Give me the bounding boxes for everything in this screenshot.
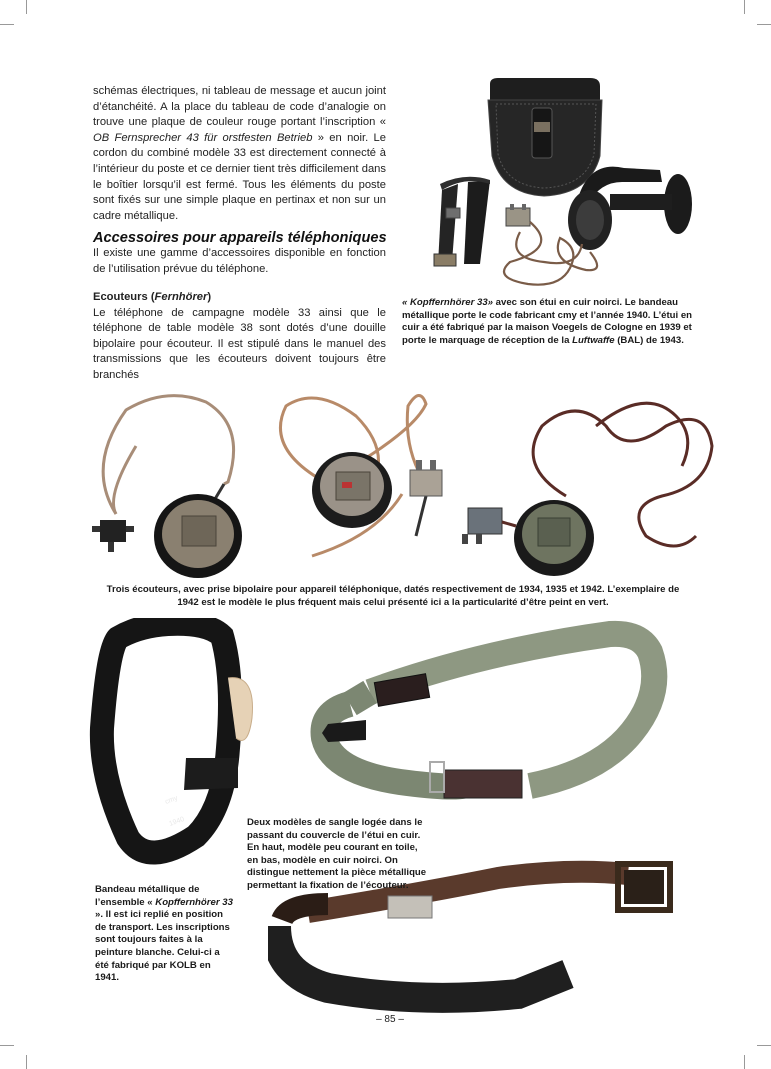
caption-earpieces-text: Trois écouteurs, avec prise bipolaire pour appareil téléphonique, datés respectivement de 1934, 1935 et 1942. L’exemplaire de 1942 est le modèle le plus fréquent mais celui présenté ici a la particularité d’être peint en vert. — [106, 584, 680, 608]
ecouteurs-heading — [93, 290, 386, 306]
caption-band — [95, 884, 235, 985]
subheading-suffix: ) — [207, 291, 212, 303]
subheading-prefix: Ecouteurs ( — [93, 291, 155, 303]
three-earpieces-photo — [86, 386, 726, 582]
ecouteurs-block — [93, 290, 386, 384]
crop-mark — [744, 0, 745, 14]
canvas-strap-photo — [280, 612, 670, 822]
caption-band-italic: Kopffernhörer 33 — [155, 896, 233, 908]
caption-straps — [247, 817, 429, 893]
caption-straps-text: Deux modèles de sangle logée dans le passant du couvercle de l’étui en cuir. En haut, modèle peu courant en toile, en bas, modèle en cuir noirci. On distingue nettement la pièce métallique permettant la fixation de l’écouteur. — [247, 817, 427, 891]
band-marking-1: cmy — [164, 794, 179, 806]
crop-mark — [0, 1045, 14, 1046]
folded-band-photo — [88, 618, 260, 868]
intro-text-2: » en noir. Le cordon du combiné modèle 33 est directement connecté à l’intérieur du poste et ce dernier tient très difficilement dans le boîtier lorsqu’il est fermé. Tous les éléments du poste sont fixés sur une simple plaque en pertinax et non sur un cadre métallique. — [93, 131, 386, 222]
ecouteurs-body: Le téléphone de campagne modèle 33 ainsi que le téléphone de table modèle 38 sont dotés d’une douille bipolaire pour écouteur. Il est stipulé dans le manuel des transmissions que les écouteurs doivent toujours être branchés — [93, 306, 386, 381]
intro-paragraph — [93, 84, 386, 224]
intro-text-1: schémas électriques, ni tableau de message et aucun joint d’étanchéité. A la place du tableau de code d’analogie on trouve une plaque de couleur rouge portant l’inscription « — [93, 85, 386, 129]
crop-mark — [757, 1045, 771, 1046]
caption-headphone-end: (BAL) de 1943. — [614, 334, 684, 346]
caption-headphone-italic-2: Luftwaffe — [572, 334, 615, 346]
caption-earpieces — [96, 584, 690, 609]
caption-headphone-text: avec son étui en cuir noirci. Le bandeau métallique porte le code fabricant cmy et l’année 1940. L’étui en cuir a été fabriqué par la maison Voegels de Cologne en 1939 et porte le marquage de réception de la — [402, 297, 693, 346]
section-title: Accessoires pour appareils téléphoniques — [93, 230, 387, 246]
subheading-italic: Fernhörer — [154, 291, 208, 303]
section-intro-text: Il existe une gamme d’accessoires disponible en fonction de l’utilisation prévue du téléphone. — [93, 247, 386, 275]
section-header — [93, 230, 393, 246]
crop-mark — [744, 1055, 745, 1069]
plug-1 — [92, 520, 134, 552]
section-intro — [93, 246, 386, 277]
plug-3 — [462, 508, 502, 544]
caption-band-text-2: ». Il est ici replié en position de transport. Les inscriptions sont toujours faites à la peinture blanche. Celui-ci a été fabriqué par KOLB en 1941. — [95, 909, 230, 984]
crop-mark — [0, 24, 14, 25]
intro-italic: OB Fernsprecher 43 für orstfesten Betrieb — [93, 131, 313, 144]
caption-headphone — [402, 297, 702, 347]
band-marking-2: 1940 — [168, 815, 186, 828]
page-number: – 85 – — [376, 1014, 404, 1025]
caption-headphone-italic: « Kopffernhörer 33» — [402, 297, 493, 308]
caption-band-text-1: Bandeau métallique de l’ensemble « — [95, 884, 200, 908]
crop-mark — [757, 24, 771, 25]
crop-mark — [26, 0, 27, 14]
headphone-case-photo — [410, 72, 700, 294]
crop-mark — [26, 1055, 27, 1069]
